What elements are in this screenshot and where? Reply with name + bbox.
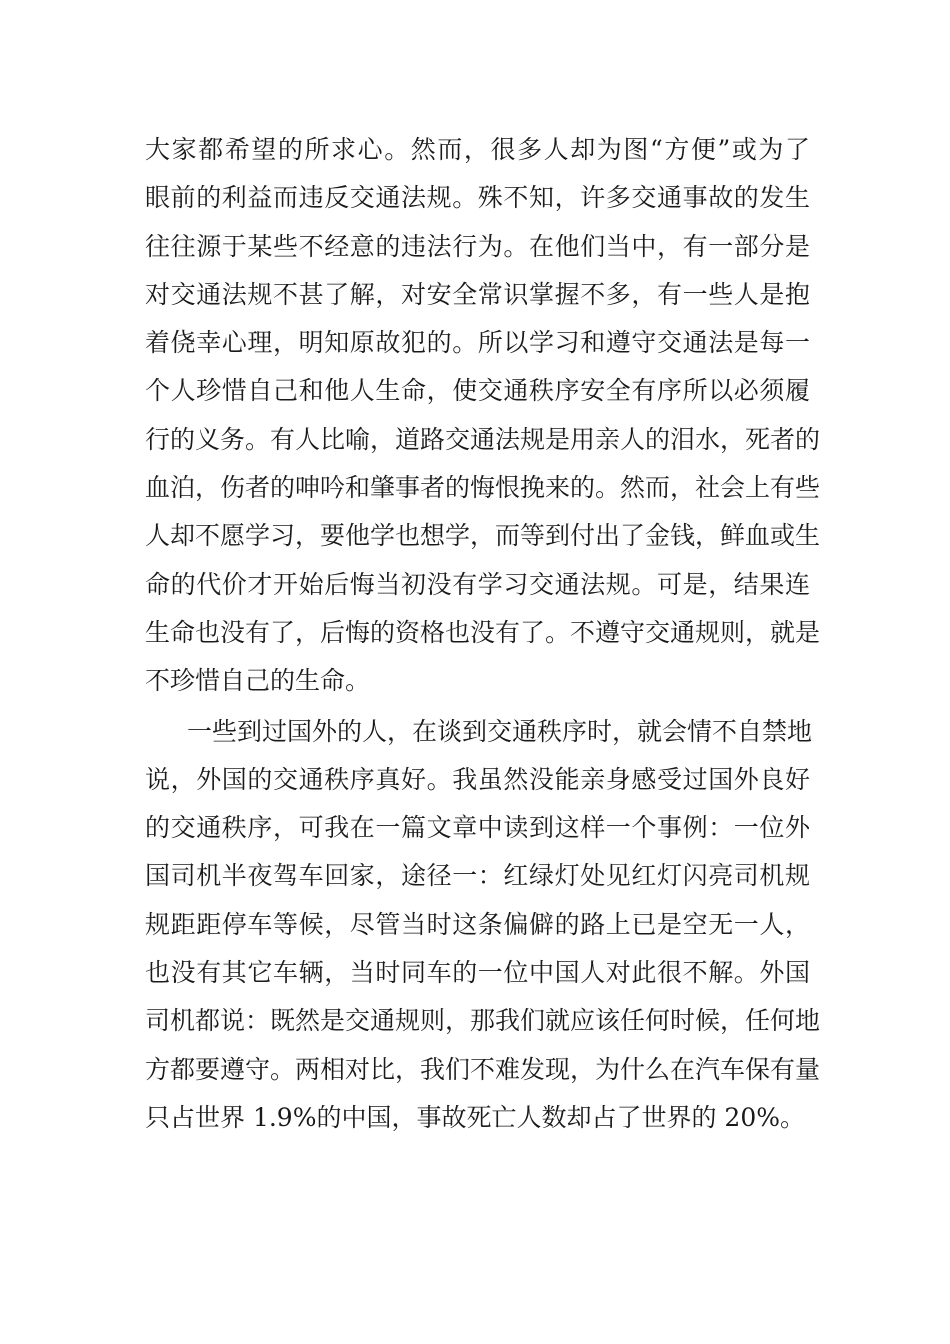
text-line: 国司机半夜驾车回家，途径一：红绿灯处见红灯闪亮司机规 — [145, 861, 810, 891]
text-line: 血泊，伤者的呻吟和肇事者的悔恨挽来的。然而，社会上有些 — [145, 473, 821, 503]
text-line: 规距距停车等候，尽管当时这条偏僻的路上已是空无一人， — [145, 909, 810, 939]
text-line: 方都要遵守。两相对比，我们不难发现，为什么在汽车保有量 — [145, 1054, 821, 1084]
text-line: 也没有其它车辆，当时同车的一位中国人对此很不解。外国 — [145, 958, 810, 988]
text-line: 眼前的利益而违反交通法规。殊不知，许多交通事故的发生 — [145, 183, 810, 213]
document-body — [145, 126, 821, 1142]
text-line: 个人珍惜自己和他人生命，使交通秩序安全有序所以必须履 — [145, 376, 810, 406]
text-line: 对交通法规不甚了解，对安全常识掌握不多，有一些人是抱 — [145, 279, 810, 309]
text-line: 往往源于某些不经意的违法行为。在他们当中，有一部分是 — [145, 231, 810, 261]
text-line: 生命也没有了，后悔的资格也没有了。不遵守交通规则，就是 — [145, 617, 821, 647]
text-line: 司机都说：既然是交通规则，那我们就应该任何时候，任何地 — [145, 1006, 821, 1036]
text-line: 着侥幸心理，明知原故犯的。所以学习和遵守交通法是每一 — [145, 328, 810, 358]
text-line: 的交通秩序，可我在一篇文章中读到这样一个事例：一位外 — [145, 813, 810, 843]
text-line: 命的代价才开始后悔当初没有学习交通法规。可是，结果连 — [145, 569, 810, 599]
text-line: 不珍惜自己的生命。 — [145, 666, 371, 696]
text-line: 说，外国的交通秩序真好。我虽然没能亲身感受过国外良好 — [145, 764, 810, 794]
text-line: 只占世界 1.9%的中国，事故死亡人数却占了世界的 20%。 — [145, 1102, 805, 1132]
text-line: 行的义务。有人比喻，道路交通法规是用亲人的泪水，死者的 — [145, 424, 821, 454]
text-line: 一些到过国外的人，在谈到交通秩序时，就会情不自禁地 — [187, 716, 813, 746]
paragraph-1 — [145, 126, 821, 706]
text-line: 大家都希望的所求心。然而，很多人却为图“方便”或为了 — [145, 135, 810, 164]
paragraph-2 — [145, 708, 821, 1143]
text-line: 人却不愿学习，要他学也想学，而等到付出了金钱，鲜血或生 — [145, 521, 821, 551]
